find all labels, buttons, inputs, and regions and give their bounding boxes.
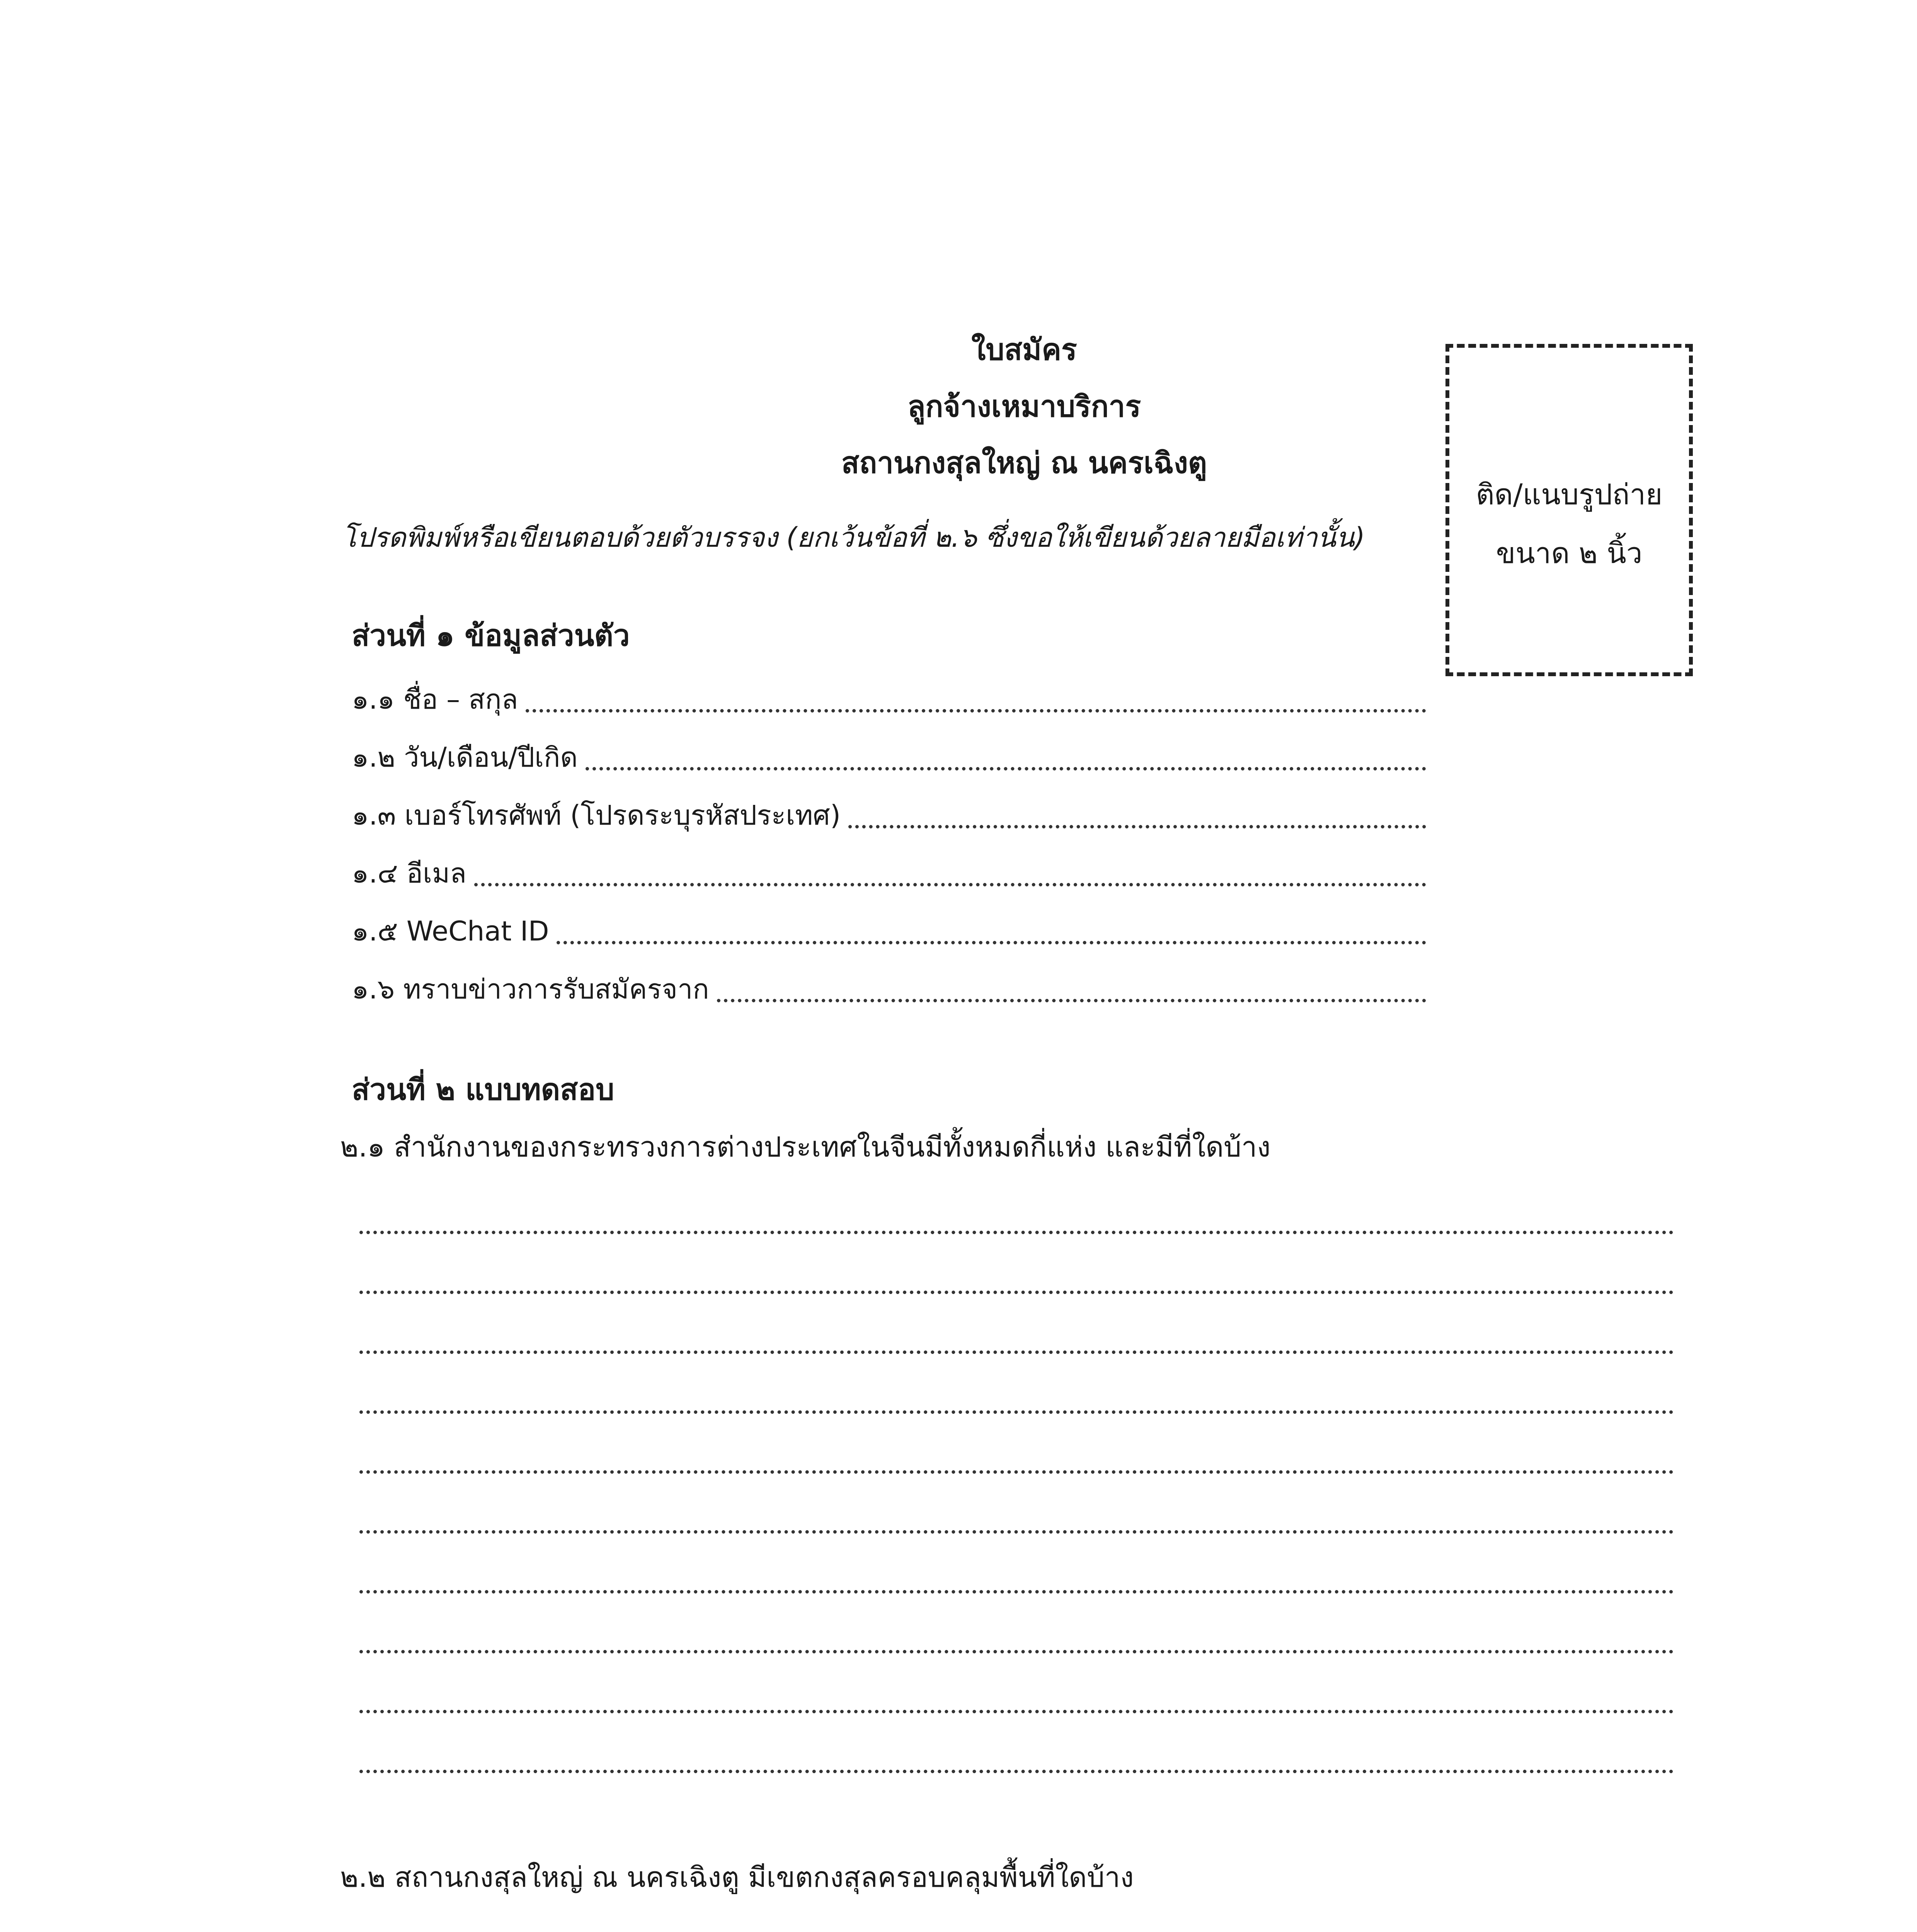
field-label: ๑.๖ ทราบข่าวการรับสมัครจาก [352, 973, 709, 1005]
photo-instruction: ติด/แนบรูปถ่าย [1476, 478, 1663, 511]
field-full-name[interactable] [352, 680, 1426, 719]
answer-line[interactable] [359, 1650, 1674, 1653]
answer-line[interactable] [359, 1710, 1674, 1713]
answer-line[interactable] [359, 1350, 1674, 1354]
question-2-1: ๒.๑ สำนักงานของกระทรวงการต่างประเทศในจีนมีทั้งหมดกี่แห่ง และมีที่ใดบ้าง [340, 1131, 1271, 1163]
field-birthdate[interactable] [352, 738, 1426, 777]
field-line[interactable] [586, 767, 1426, 770]
photo-placeholder-box [1445, 344, 1693, 676]
part2-heading: ส่วนที่ ๒ แบบทดสอบ [352, 1072, 615, 1107]
field-wechat[interactable] [352, 912, 1426, 951]
field-line[interactable] [526, 709, 1426, 713]
photo-size: ขนาด ๒ นิ้ว [1496, 537, 1643, 570]
field-label: ๑.๔ อีเมล [352, 857, 466, 889]
field-label: ๑.๒ วัน/เดือน/ปีเกิด [352, 742, 578, 773]
field-phone[interactable] [352, 796, 1426, 835]
answer-line[interactable] [359, 1530, 1674, 1534]
answer-line[interactable] [359, 1470, 1674, 1474]
field-line[interactable] [848, 825, 1426, 828]
form-subtitle-position: ลูกจ้างเหมาบริการ [907, 389, 1141, 423]
answer-line[interactable] [359, 1590, 1674, 1594]
question-2-2: ๒.๒ สถานกงสุลใหญ่ ณ นครเฉิงตู มีเขตกงสุลครอบคลุมพื้นที่ใดบ้าง [340, 1861, 1134, 1893]
form-title: ใบสมัคร [971, 332, 1077, 367]
field-email[interactable] [352, 854, 1426, 893]
answer-line[interactable] [359, 1231, 1674, 1234]
answer-line[interactable] [359, 1291, 1674, 1294]
form-instruction: โปรดพิมพ์หรือเขียนตอบด้วยตัวบรรจง (ยกเว้นข้อที่ ๒.๖ ซึ่งขอให้เขียนด้วยลายมือเท่านั้น) [342, 522, 1365, 553]
field-line[interactable] [474, 883, 1426, 886]
form-subtitle-office: สถานกงสุลใหญ่ ณ นครเฉิงตู [841, 446, 1207, 480]
answer-line[interactable] [359, 1770, 1674, 1773]
field-label: ๑.๑ ชื่อ – สกุล [352, 684, 518, 715]
answer-line[interactable] [359, 1410, 1674, 1414]
field-label: ๑.๕ WeChat ID [352, 915, 549, 947]
field-line[interactable] [557, 941, 1426, 944]
field-source[interactable] [352, 970, 1426, 1009]
part1-heading: ส่วนที่ ๑ ข้อมูลส่วนตัว [352, 618, 630, 653]
field-line[interactable] [717, 999, 1426, 1002]
field-label: ๑.๓ เบอร์โทรศัพท์ (โปรดระบุรหัสประเทศ) [352, 799, 841, 831]
